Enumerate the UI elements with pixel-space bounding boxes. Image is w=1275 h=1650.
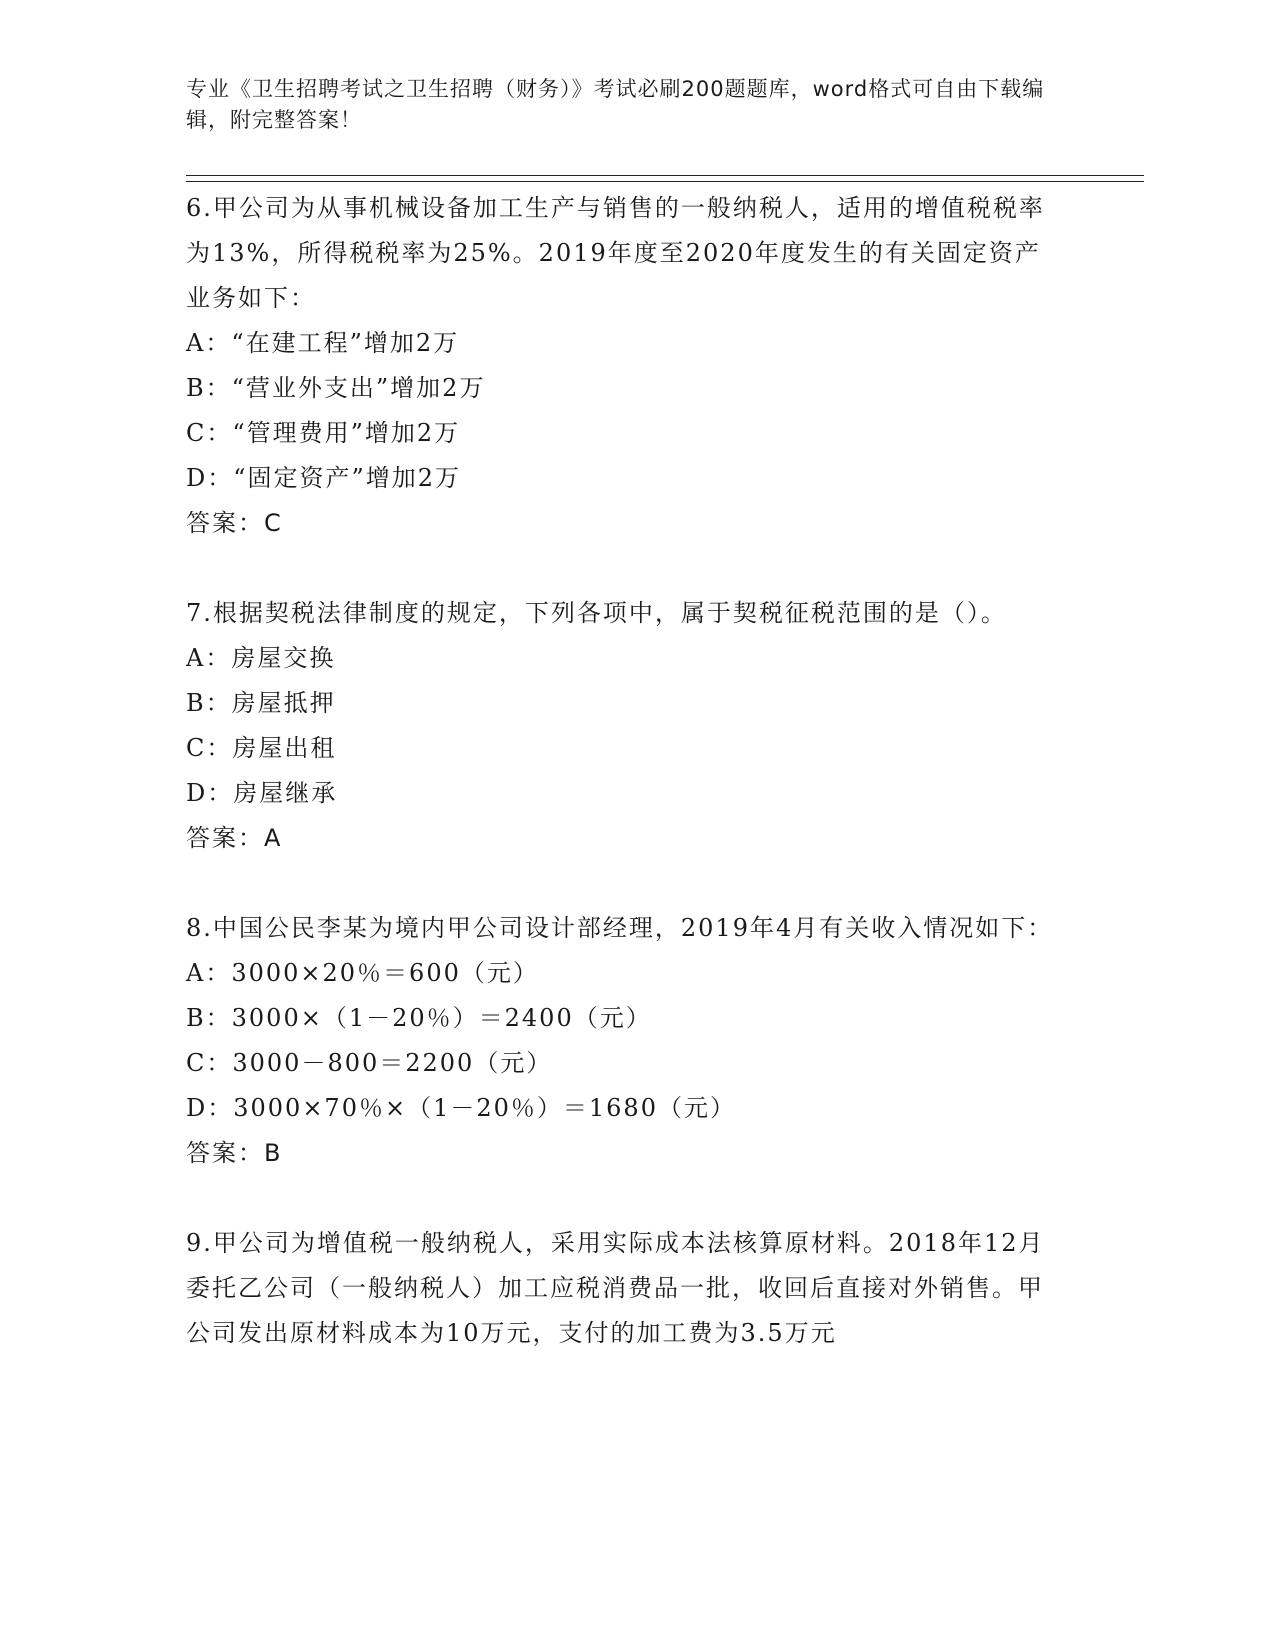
answer-line: 答案：A <box>186 824 283 852</box>
header-divider-bottom <box>186 181 1144 182</box>
question-stem: 9.甲公司为增值税一般纳税人，采用实际成本法核算原材料。2018年12月委托乙公司（一般纳税人）加工应税消费品一批，收回后直接对外销售。甲公司发出原材料成本为10万元，支付的加工费为3.5万元 <box>186 1229 1045 1347</box>
answer-line: 答案：C <box>186 509 283 537</box>
option-d: D：房屋继承 <box>186 779 338 807</box>
question-stem: 7.根据契税法律制度的规定，下列各项中，属于契税征税范围的是（）。 <box>186 599 1007 627</box>
option-c: C：房屋出租 <box>186 734 337 762</box>
answer-line: 答案：B <box>186 1139 283 1167</box>
option-d: D：3000×70％×（1－20％）＝1680（元） <box>186 1094 736 1122</box>
question-stem: 8.中国公民李某为境内甲公司设计部经理，2019年4月有关收入情况如下： <box>186 914 1054 942</box>
question-7 <box>186 591 1066 861</box>
header-divider-top <box>186 175 1144 176</box>
option-b: B：“营业外支出”增加2万 <box>186 374 486 402</box>
question-stem: 6.甲公司为从事机械设备加工生产与销售的一般纳税人，适用的增值税税率为13%，所得税税率为25%。2019年度至2020年度发生的有关固定资产业务如下： <box>186 194 1045 312</box>
question-6 <box>186 186 1066 546</box>
document-header: 专业《卫生招聘考试之卫生招聘（财务）》考试必刷200题题库，word格式可自由下载编辑，附完整答案！ <box>186 77 1045 132</box>
option-a: A：房屋交换 <box>186 644 336 672</box>
option-a: A：3000×20％＝600（元） <box>186 959 539 987</box>
option-d: D：“固定资产”增加2万 <box>186 464 462 492</box>
option-b: B：3000×（1－20％）＝2400（元） <box>186 1004 652 1032</box>
question-list <box>186 186 1066 1356</box>
option-a: A：“在建工程”增加2万 <box>186 329 460 357</box>
option-c: C：“管理费用”增加2万 <box>186 419 461 447</box>
option-b: B：房屋抵押 <box>186 689 336 717</box>
question-9 <box>186 1221 1066 1356</box>
option-c: C：3000－800＝2200（元） <box>186 1049 553 1077</box>
question-8 <box>186 906 1066 1176</box>
